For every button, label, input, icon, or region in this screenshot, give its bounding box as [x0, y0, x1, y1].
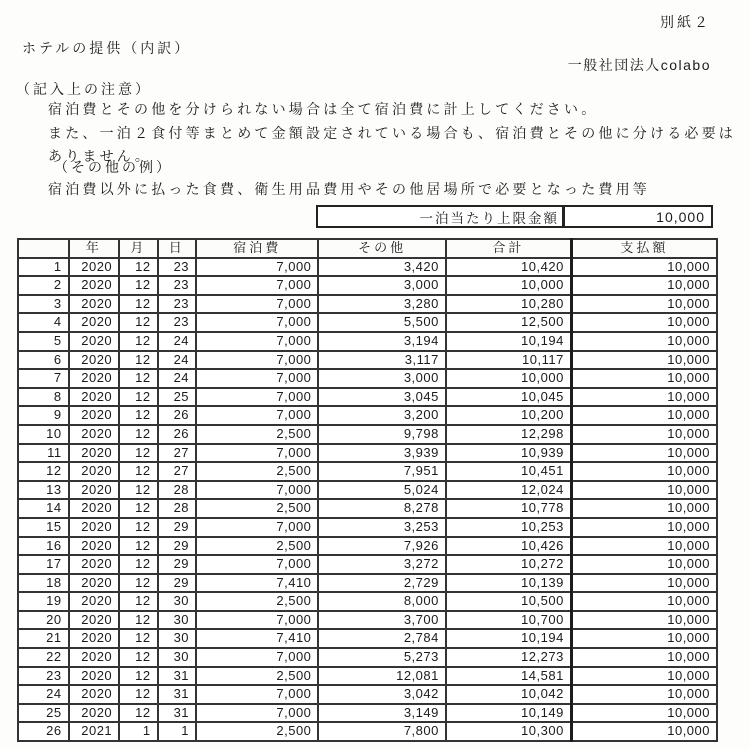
table-cell: 10,000: [571, 406, 717, 425]
table-row: [18, 629, 717, 648]
table-cell: 12: [119, 592, 157, 611]
table-cell: 29: [158, 518, 196, 537]
table-cell: 10,500: [446, 592, 571, 611]
table-cell: 23: [18, 667, 69, 686]
nightly-limit-box: [316, 205, 713, 228]
table-cell: 10,426: [446, 537, 571, 556]
table-row: [18, 481, 717, 500]
table-cell: 7,000: [196, 351, 318, 370]
table-row: [18, 704, 717, 723]
table-cell: 9: [18, 406, 69, 425]
table-cell: 2,784: [318, 629, 445, 648]
table-cell: 2,729: [318, 574, 445, 593]
table-row: [18, 518, 717, 537]
table-cell: 2020: [69, 481, 120, 500]
table-row: [18, 276, 717, 295]
table-cell: 2020: [69, 704, 120, 723]
table-cell: 10,000: [571, 592, 717, 611]
table-cell: 5: [18, 332, 69, 351]
table-cell: 10,451: [446, 462, 571, 481]
table-cell: 12: [119, 388, 157, 407]
table-cell: 10,000: [571, 499, 717, 518]
column-header-6: 合計: [446, 239, 571, 258]
table-cell: 3,200: [318, 406, 445, 425]
table-cell: 10,000: [571, 351, 717, 370]
table-cell: 5,273: [318, 648, 445, 667]
table-cell: 7,000: [196, 481, 318, 500]
table-cell: 10,000: [571, 685, 717, 704]
table-cell: 10,000: [571, 313, 717, 332]
table-cell: 12: [119, 648, 157, 667]
table-cell: 30: [158, 592, 196, 611]
table-row: [18, 258, 717, 277]
table-cell: 24: [18, 685, 69, 704]
table-cell: 7,000: [196, 444, 318, 463]
table-cell: 23: [158, 313, 196, 332]
table-cell: 28: [158, 481, 196, 500]
table-cell: 10,300: [446, 722, 571, 741]
column-header-3: 日: [158, 239, 196, 258]
table-cell: 10,000: [571, 332, 717, 351]
table-cell: 2020: [69, 629, 120, 648]
table-cell: 2,500: [196, 667, 318, 686]
organization-name: 一般社団法人colabo: [567, 57, 711, 73]
table-row: [18, 722, 717, 741]
table-cell: 10,000: [571, 648, 717, 667]
table-cell: 23: [158, 258, 196, 277]
table-cell: 6: [18, 351, 69, 370]
table-cell: 30: [158, 611, 196, 630]
table-cell: 14,581: [446, 667, 571, 686]
nightly-limit-value: 10,000: [656, 208, 705, 225]
table-cell: 12: [119, 276, 157, 295]
attachment-label: 別紙２: [660, 14, 711, 30]
table-row: [18, 592, 717, 611]
table-cell: 12,500: [446, 313, 571, 332]
table-cell: 2020: [69, 425, 120, 444]
note-line-3: ありません。: [48, 148, 153, 164]
table-cell: 3,000: [318, 369, 445, 388]
table-cell: 2020: [69, 555, 120, 574]
table-cell: 31: [158, 667, 196, 686]
table-cell: 24: [158, 351, 196, 370]
table-cell: 12: [119, 425, 157, 444]
table-cell: 12,024: [446, 481, 571, 500]
nightly-limit-label: 一泊当たり上限金額: [318, 207, 565, 226]
table-cell: 2,500: [196, 462, 318, 481]
table-cell: 3,149: [318, 704, 445, 723]
table-body: [18, 258, 717, 741]
table-cell: 10,253: [446, 518, 571, 537]
table-cell: 10,700: [446, 611, 571, 630]
table-cell: 12: [119, 444, 157, 463]
table-cell: 10,000: [571, 722, 717, 741]
table-cell: 12: [119, 574, 157, 593]
table-cell: 1: [119, 722, 157, 741]
table-cell: 2,500: [196, 425, 318, 444]
table-cell: 2: [18, 276, 69, 295]
table-cell: 3: [18, 295, 69, 314]
table-cell: 10: [18, 425, 69, 444]
table-cell: 7,000: [196, 518, 318, 537]
column-header-0: [18, 239, 69, 258]
table-row: [18, 351, 717, 370]
table-header-row: [18, 239, 717, 258]
table-cell: 2,500: [196, 537, 318, 556]
table-row: [18, 648, 717, 667]
lodging-expense-table: [17, 238, 718, 742]
table-cell: 7,000: [196, 332, 318, 351]
table-cell: 3,253: [318, 518, 445, 537]
table-cell: 26: [18, 722, 69, 741]
table-row: [18, 406, 717, 425]
table-cell: 7,800: [318, 722, 445, 741]
table-cell: 12: [119, 685, 157, 704]
table-cell: 7,000: [196, 685, 318, 704]
table-cell: 2020: [69, 369, 120, 388]
table-cell: 2020: [69, 574, 120, 593]
table-cell: 12: [119, 481, 157, 500]
table-cell: 10,042: [446, 685, 571, 704]
table-cell: 3,280: [318, 295, 445, 314]
table-cell: 10,000: [571, 425, 717, 444]
table-cell: 10,280: [446, 295, 571, 314]
column-header-4: 宿泊費: [196, 239, 318, 258]
table-cell: 7,000: [196, 258, 318, 277]
table-cell: 10,000: [446, 276, 571, 295]
table-cell: 2020: [69, 332, 120, 351]
table-cell: 2,500: [196, 592, 318, 611]
table-cell: 10,000: [446, 369, 571, 388]
table-cell: 3,272: [318, 555, 445, 574]
table-cell: 1: [18, 258, 69, 277]
table-row: [18, 369, 717, 388]
table-cell: 10,139: [446, 574, 571, 593]
table-cell: 7,410: [196, 574, 318, 593]
table-cell: 10,000: [571, 574, 717, 593]
table-cell: 31: [158, 704, 196, 723]
table-cell: 2020: [69, 295, 120, 314]
table-cell: 10,000: [571, 629, 717, 648]
table-cell: 10,000: [571, 518, 717, 537]
table-cell: 2020: [69, 685, 120, 704]
table-cell: 7: [18, 369, 69, 388]
table-cell: 24: [158, 332, 196, 351]
table-cell: 12: [119, 629, 157, 648]
table-cell: 10,000: [571, 611, 717, 630]
table-cell: 10,000: [571, 667, 717, 686]
table-cell: 3,042: [318, 685, 445, 704]
table-cell: 3,045: [318, 388, 445, 407]
table-cell: 27: [158, 462, 196, 481]
table-cell: 30: [158, 648, 196, 667]
table-cell: 8,000: [318, 592, 445, 611]
table-cell: 25: [18, 704, 69, 723]
table-cell: 7,000: [196, 555, 318, 574]
table-row: [18, 388, 717, 407]
table-cell: 12: [119, 332, 157, 351]
table-cell: 7,000: [196, 648, 318, 667]
table-cell: 15: [18, 518, 69, 537]
table-cell: 20: [18, 611, 69, 630]
table-cell: 2020: [69, 499, 120, 518]
table-cell: 2020: [69, 313, 120, 332]
table-cell: 4: [18, 313, 69, 332]
table-cell: 14: [18, 499, 69, 518]
table-cell: 12: [119, 295, 157, 314]
table-cell: 8,278: [318, 499, 445, 518]
table-row: [18, 499, 717, 518]
table-cell: 12: [119, 667, 157, 686]
table-cell: 10,000: [571, 388, 717, 407]
table-cell: 5,500: [318, 313, 445, 332]
table-cell: 10,000: [571, 258, 717, 277]
table-cell: 10,000: [571, 369, 717, 388]
table-cell: 24: [158, 369, 196, 388]
table-cell: 12: [119, 537, 157, 556]
table-cell: 29: [158, 537, 196, 556]
table-cell: 29: [158, 555, 196, 574]
table-cell: 12: [119, 369, 157, 388]
table-cell: 27: [158, 444, 196, 463]
table-cell: 10,000: [571, 481, 717, 500]
table-cell: 18: [18, 574, 69, 593]
table-cell: 12: [119, 351, 157, 370]
table-cell: 2020: [69, 592, 120, 611]
table-cell: 10,000: [571, 276, 717, 295]
table-cell: 12: [119, 704, 157, 723]
table-cell: 10,272: [446, 555, 571, 574]
table-cell: 16: [18, 537, 69, 556]
table-cell: 10,778: [446, 499, 571, 518]
example-text: 宿泊費以外に払った食費、衛生用品費用やその他居場所で必要となった費用等: [48, 181, 650, 197]
table-cell: 8: [18, 388, 69, 407]
table-cell: 29: [158, 574, 196, 593]
table-row: [18, 425, 717, 444]
table-cell: 26: [158, 406, 196, 425]
table-cell: 12: [119, 611, 157, 630]
table-cell: 2020: [69, 258, 120, 277]
table-cell: 2020: [69, 667, 120, 686]
table-cell: 30: [158, 629, 196, 648]
table-cell: 10,000: [571, 444, 717, 463]
table-cell: 12: [119, 406, 157, 425]
table-cell: 7,000: [196, 704, 318, 723]
table-cell: 28: [158, 499, 196, 518]
table-cell: 12: [119, 313, 157, 332]
table-cell: 13: [18, 481, 69, 500]
table-cell: 10,194: [446, 332, 571, 351]
table-cell: 3,700: [318, 611, 445, 630]
column-header-1: 年: [69, 239, 120, 258]
table-cell: 7,000: [196, 388, 318, 407]
table-cell: 10,000: [571, 295, 717, 314]
table-cell: 19: [18, 592, 69, 611]
table-cell: 7,000: [196, 276, 318, 295]
table-cell: 2020: [69, 351, 120, 370]
table-cell: 2020: [69, 388, 120, 407]
notes-heading: （記入上の注意）: [16, 81, 152, 97]
table-cell: 7,000: [196, 611, 318, 630]
table-cell: 10,200: [446, 406, 571, 425]
table-row: [18, 537, 717, 556]
table-cell: 10,045: [446, 388, 571, 407]
table-cell: 2020: [69, 444, 120, 463]
table-cell: 10,194: [446, 629, 571, 648]
table-cell: 10,000: [571, 555, 717, 574]
table-cell: 11: [18, 444, 69, 463]
table-cell: 2020: [69, 518, 120, 537]
table-row: [18, 574, 717, 593]
note-line-2: また、一泊２食付等まとめて金額設定されている場合も、宿泊費とその他に分ける必要は: [48, 125, 736, 141]
page-title: ホテルの提供（内訳）: [22, 40, 192, 56]
table-cell: 10,000: [571, 537, 717, 556]
table-row: [18, 332, 717, 351]
table-cell: 7,000: [196, 369, 318, 388]
table-row: [18, 313, 717, 332]
table-cell: 23: [158, 276, 196, 295]
table-row: [18, 555, 717, 574]
table-cell: 3,000: [318, 276, 445, 295]
table-cell: 2020: [69, 648, 120, 667]
table-cell: 10,000: [571, 704, 717, 723]
table-cell: 1: [158, 722, 196, 741]
table-cell: 2020: [69, 537, 120, 556]
table-cell: 7,410: [196, 629, 318, 648]
table-cell: 23: [158, 295, 196, 314]
table-cell: 7,000: [196, 406, 318, 425]
table-row: [18, 667, 717, 686]
table-row: [18, 685, 717, 704]
table-cell: 7,951: [318, 462, 445, 481]
table-cell: 12,273: [446, 648, 571, 667]
column-header-2: 月: [119, 239, 157, 258]
table-cell: 10,939: [446, 444, 571, 463]
table-cell: 10,149: [446, 704, 571, 723]
table-cell: 2020: [69, 462, 120, 481]
column-header-5: その他: [318, 239, 445, 258]
table-cell: 2,500: [196, 722, 318, 741]
table-cell: 2020: [69, 406, 120, 425]
table-cell: 31: [158, 685, 196, 704]
table-cell: 2020: [69, 276, 120, 295]
column-header-7: 支払額: [571, 239, 717, 258]
table-cell: 12,081: [318, 667, 445, 686]
table-cell: 10,000: [571, 462, 717, 481]
table-cell: 2020: [69, 611, 120, 630]
table-cell: 7,926: [318, 537, 445, 556]
table-cell: 25: [158, 388, 196, 407]
table-cell: 10,117: [446, 351, 571, 370]
table-cell: 17: [18, 555, 69, 574]
note-line-1: 宿泊費とその他を分けられない場合は全て宿泊費に計上してください。: [48, 101, 599, 117]
table-cell: 7,000: [196, 295, 318, 314]
table-cell: 12: [18, 462, 69, 481]
table-cell: 7,000: [196, 313, 318, 332]
table-cell: 26: [158, 425, 196, 444]
table-cell: 3,939: [318, 444, 445, 463]
table-cell: 10,420: [446, 258, 571, 277]
table-cell: 2,500: [196, 499, 318, 518]
table-cell: 2021: [69, 722, 120, 741]
table-cell: 12: [119, 518, 157, 537]
table-cell: 12: [119, 499, 157, 518]
table-cell: 12: [119, 258, 157, 277]
example-heading: （その他の例）: [54, 159, 173, 175]
table-row: [18, 611, 717, 630]
table-cell: 9,798: [318, 425, 445, 444]
table-row: [18, 295, 717, 314]
table-cell: 5,024: [318, 481, 445, 500]
table-row: [18, 444, 717, 463]
table-cell: 12: [119, 555, 157, 574]
table-row: [18, 462, 717, 481]
table-cell: 12: [119, 462, 157, 481]
table-cell: 21: [18, 629, 69, 648]
table-cell: 12,298: [446, 425, 571, 444]
table-cell: 22: [18, 648, 69, 667]
table-cell: 3,194: [318, 332, 445, 351]
table-cell: 3,420: [318, 258, 445, 277]
table-cell: 3,117: [318, 351, 445, 370]
